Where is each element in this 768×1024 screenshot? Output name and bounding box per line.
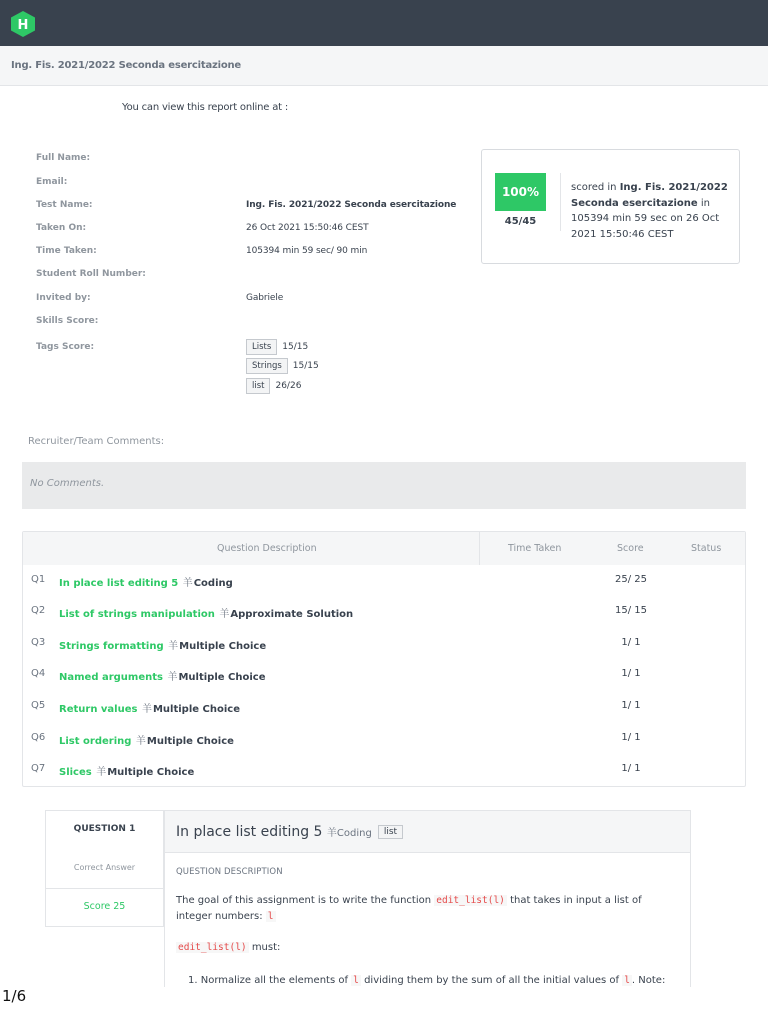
question-type: Multiple Choice <box>107 767 195 778</box>
column-header-status: Status <box>691 543 722 554</box>
question-number: Q7 <box>31 763 46 774</box>
online-report-text: You can view this report online at : <box>122 102 288 113</box>
question-label: QUESTION 1 <box>73 824 136 834</box>
info-label-invited-by: Invited by: <box>36 293 91 303</box>
question-score: 25/ 25 <box>615 574 647 585</box>
question-number: Q1 <box>31 574 46 585</box>
question-description-paragraph <box>176 942 280 953</box>
question-type: Coding <box>336 828 372 839</box>
tag-chip: list <box>246 378 270 394</box>
score-fraction: 45/45 <box>504 216 537 227</box>
tag-score-item <box>246 339 308 355</box>
question-score: Score 25 <box>83 901 126 912</box>
question-score: 1/ 1 <box>621 732 641 743</box>
question-link[interactable]: Return values <box>59 704 138 715</box>
question-link[interactable]: List ordering <box>59 736 132 747</box>
table-row <box>23 565 745 596</box>
test-title: Ing. Fis. 2021/2022 Seconda esercitazione <box>11 60 242 71</box>
question-type: Approximate Solution <box>230 609 354 620</box>
comments-title: Recruiter/Team Comments: <box>28 436 165 447</box>
divider <box>560 173 561 231</box>
tag-score-item <box>246 358 319 374</box>
question-score: 1/ 1 <box>621 763 641 774</box>
comments-text: No Comments. <box>30 478 105 489</box>
question-type: Multiple Choice <box>146 736 234 747</box>
question-title <box>176 824 403 840</box>
question-number: Q4 <box>31 668 46 679</box>
list-item <box>188 975 678 987</box>
question-name <box>59 574 233 589</box>
question-tag-chip: list <box>378 825 403 839</box>
inline-code: l <box>267 911 274 922</box>
question-detail-header <box>165 811 690 853</box>
inline-code: edit_list(l) <box>178 942 247 953</box>
answer-status: Correct Answer <box>73 863 136 872</box>
tag-score: 26/26 <box>275 381 302 391</box>
info-label-full-name: Full Name: <box>36 153 91 163</box>
question-title-text: In place list editing 5 <box>176 824 323 840</box>
info-value-test-name: Ing. Fis. 2021/2022 Seconda esercitazione <box>246 200 457 210</box>
tag-score-item <box>246 378 301 394</box>
test-title-bar <box>0 46 768 86</box>
svg-text:H: H <box>17 18 29 33</box>
question-link[interactable]: Strings formatting <box>59 641 164 652</box>
tag-chip: Lists <box>246 339 277 355</box>
table-row <box>23 691 745 722</box>
table-row <box>23 628 745 659</box>
table-row <box>23 754 745 785</box>
score-suffix: in 105394 min 59 sec on 26 Oct 2021 15:50:46 CEST <box>571 197 720 240</box>
question-type: Multiple Choice <box>152 704 240 715</box>
question-type-icon: 羊 <box>141 704 152 715</box>
question-score: 1/ 1 <box>621 700 641 711</box>
question-number: Q5 <box>31 700 46 711</box>
question-description-heading: QUESTION DESCRIPTION <box>176 867 283 877</box>
tag-score: 15/15 <box>282 342 309 352</box>
divider <box>46 888 163 889</box>
inline-code: l <box>624 975 630 986</box>
paragraph-text: must: <box>248 942 281 953</box>
score-description <box>571 180 731 242</box>
column-header-description: Question Description <box>217 543 317 554</box>
question-type: Coding <box>193 578 233 589</box>
question-name <box>59 605 353 620</box>
question-score: 1/ 1 <box>621 637 641 648</box>
question-name <box>59 732 234 747</box>
question-number: Q2 <box>31 605 46 616</box>
question-table <box>22 531 746 787</box>
question-link[interactable]: Slices <box>59 767 92 778</box>
info-label-tags-score: Tags Score: <box>36 342 95 352</box>
question-type-icon: 羊 <box>219 609 230 620</box>
info-label-time-taken: Time Taken: <box>36 246 97 256</box>
question-name <box>59 637 266 652</box>
list-item-text: 1. Normalize all the elements of <box>188 975 352 986</box>
question-description-paragraph <box>176 893 676 925</box>
hackerrank-logo-icon <box>11 11 35 37</box>
score-percent-badge: 100% <box>495 173 546 211</box>
question-type-icon: 羊 <box>326 828 337 839</box>
info-label-email: Email: <box>36 177 68 187</box>
question-name <box>59 668 266 683</box>
comments-box <box>22 462 746 509</box>
tag-chip: Strings <box>246 358 288 374</box>
info-label-test-name: Test Name: <box>36 200 93 210</box>
score-summary-card <box>481 149 740 264</box>
question-type-icon: 羊 <box>96 767 107 778</box>
question-type: Multiple Choice <box>179 641 267 652</box>
tag-score: 15/15 <box>292 361 319 371</box>
question-type-icon: 羊 <box>182 578 193 589</box>
question-link[interactable]: In place list editing 5 <box>59 578 179 589</box>
info-label-taken-on: Taken On: <box>36 223 87 233</box>
column-header-time: Time Taken <box>508 543 562 554</box>
top-bar <box>0 0 768 46</box>
question-type-icon: 羊 <box>167 672 178 683</box>
column-header-score: Score <box>617 543 644 554</box>
question-name <box>59 700 240 715</box>
question-number: Q6 <box>31 732 46 743</box>
question-detail-sidebar <box>45 810 164 927</box>
question-table-header <box>23 532 745 565</box>
info-label-skills-score: Skills Score: <box>36 316 99 326</box>
table-row <box>23 596 745 627</box>
score-test-name: Ing. Fis. 2021/2022 Seconda esercitazione <box>571 182 728 209</box>
question-link[interactable]: Named arguments <box>59 672 163 683</box>
paragraph-text: The goal of this assignment is to write the function <box>176 895 435 906</box>
info-label-roll-number: Student Roll Number: <box>36 269 146 279</box>
divider <box>479 532 480 565</box>
inline-code: edit_list(l) <box>436 895 505 906</box>
question-link[interactable]: List of strings manipulation <box>59 609 215 620</box>
question-type-icon: 羊 <box>168 641 179 652</box>
question-score: 15/ 15 <box>615 605 647 616</box>
question-name <box>59 763 194 778</box>
question-number: Q3 <box>31 637 46 648</box>
table-row <box>23 723 745 754</box>
score-prefix: scored in <box>571 182 620 193</box>
question-detail-panel <box>164 810 691 987</box>
info-value-taken-on: 26 Oct 2021 15:50:46 CEST <box>246 223 369 233</box>
list-item-text: dividing them by the sum of all the initial values of <box>360 975 623 986</box>
info-value-invited-by: Gabriele <box>246 293 284 303</box>
info-value-time-taken: 105394 min 59 sec/ 90 min <box>246 246 368 256</box>
paragraph-text: that takes in input a list of integer numbers: <box>176 895 642 922</box>
page-number: 1/6 <box>2 987 27 1005</box>
question-score: 1/ 1 <box>621 668 641 679</box>
table-row <box>23 659 745 690</box>
list-item-text: . Note: <box>631 975 666 986</box>
inline-code: l <box>353 975 359 986</box>
question-type-icon: 羊 <box>135 736 146 747</box>
question-type: Multiple Choice <box>178 672 266 683</box>
